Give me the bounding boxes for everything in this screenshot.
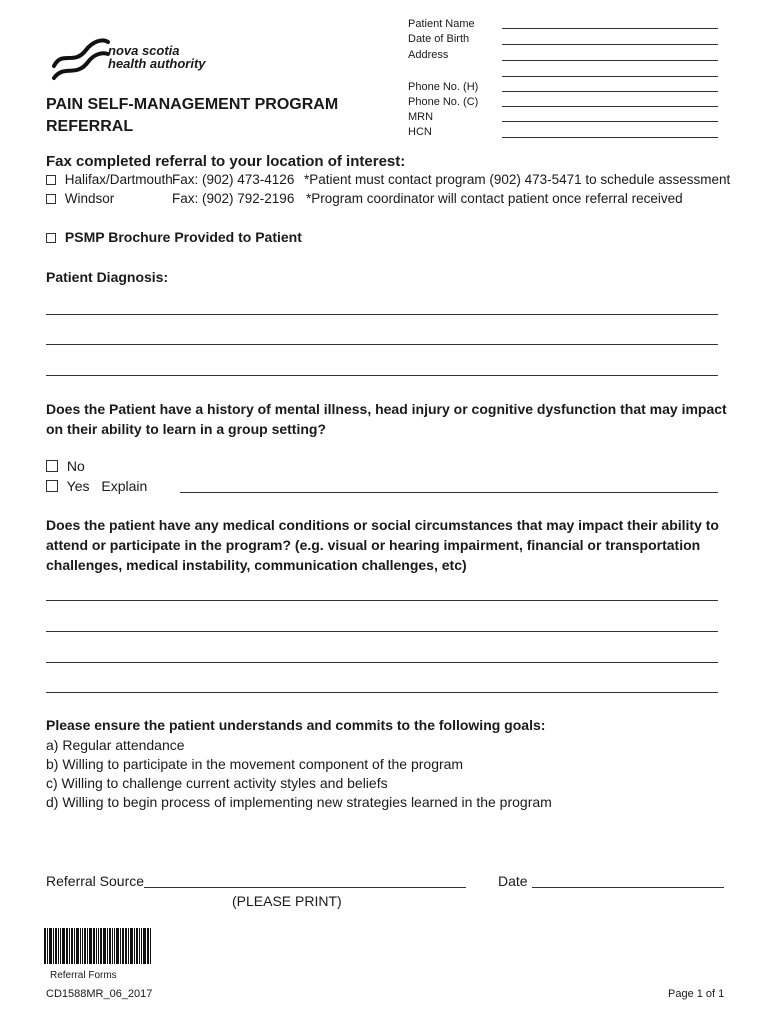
please-print-note: (PLEASE PRINT) [232, 893, 342, 909]
logo-line-1: nova scotia [108, 43, 180, 58]
nsha-logo [50, 36, 220, 82]
diagnosis-line[interactable] [46, 344, 718, 345]
mrn-field[interactable] [502, 121, 718, 122]
yes-checkbox[interactable] [46, 480, 58, 492]
patient-field-label: HCN [408, 126, 432, 138]
no-checkbox[interactable] [46, 460, 58, 472]
goal-item: d) Willing to begin process of implementing new strategies learned in the program [46, 794, 552, 810]
fax-heading: Fax completed referral to your location of interest: [46, 153, 406, 170]
mental-history-question: Does the Patient have a history of mental illness, head injury or cognitive dysfunction that may impact on their ability to learn in a group setting? [46, 401, 727, 437]
halifax-checkbox[interactable] [46, 175, 56, 185]
fax-number: Fax: (902) 792-2196 [172, 191, 295, 206]
referral-source-field[interactable] [144, 887, 466, 888]
date-label: Date [498, 873, 528, 889]
address-field-line-2[interactable] [502, 76, 718, 77]
medical-line[interactable] [46, 662, 718, 663]
phone-cell-field[interactable] [502, 106, 718, 107]
fax-number: Fax: (902) 473-4126 [172, 172, 295, 187]
medical-line[interactable] [46, 692, 718, 693]
patient-field-label: Phone No. (C) [408, 96, 479, 108]
location-name: Halifax/Dartmouth [64, 172, 173, 187]
fax-note: *Program coordinator will contact patient once referral received [306, 191, 683, 206]
explain-label: Explain [101, 478, 148, 494]
patient-field-label: MRN [408, 111, 434, 123]
diagnosis-label: Patient Diagnosis: [46, 269, 169, 285]
date-field[interactable] [532, 887, 724, 888]
diagnosis-line[interactable] [46, 314, 718, 315]
diagnosis-line[interactable] [46, 375, 718, 376]
medical-line[interactable] [46, 600, 718, 601]
patient-field-label: Patient Name [408, 18, 475, 30]
goals-heading: Please ensure the patient understands and commits to the following goals: [46, 717, 546, 733]
referral-forms-label: Referral Forms [50, 970, 117, 981]
brochure-row [46, 228, 302, 247]
medical-conditions-question: Does the patient have any medical conditions or social circumstances that may impact their ability to attend or participate in the program? (e.g. visual or hearing impairment, financial or transportation challenges, medical instability, communication challenges, etc) [46, 517, 719, 573]
referral-source-label: Referral Source [46, 873, 145, 889]
option-yes: Yes Explain [46, 477, 147, 496]
fax-location-row [46, 189, 114, 208]
patient-field-label: Date of Birth [408, 33, 470, 45]
page-title: PAIN SELF-MANAGEMENT PROGRAM REFERRAL [46, 96, 339, 135]
explain-field[interactable] [180, 492, 718, 493]
patient-field-label: Phone No. (H) [408, 81, 479, 93]
brochure-checkbox[interactable] [46, 233, 56, 243]
address-field[interactable] [502, 60, 718, 61]
goal-item: a) Regular attendance [46, 737, 185, 753]
date-of-birth-field[interactable] [502, 44, 718, 45]
goals-list [46, 736, 552, 812]
location-name: Windsor [64, 191, 115, 206]
brochure-label: PSMP Brochure Provided to Patient [64, 229, 302, 245]
phone-home-field[interactable] [502, 91, 718, 92]
goal-item: b) Willing to participate in the movement component of the program [46, 756, 464, 772]
barcode-icon [44, 928, 178, 964]
page-number: Page 1 of 1 [668, 988, 725, 1000]
medical-line[interactable] [46, 631, 718, 632]
form-code: CD1588MR_06_2017 [46, 988, 153, 1000]
fax-note: *Patient must contact program (902) 473-5471 to schedule assessment [304, 172, 731, 187]
logo-line-2: health authority [108, 56, 206, 71]
hcn-field[interactable] [502, 137, 718, 138]
patient-field-label: Address [408, 49, 449, 61]
nsha-logo-swoosh-icon [50, 36, 110, 82]
patient-name-field[interactable] [502, 28, 718, 29]
goal-item: c) Willing to challenge current activity styles and beliefs [46, 775, 388, 791]
option-no: No [46, 457, 85, 476]
windsor-checkbox[interactable] [46, 194, 56, 204]
